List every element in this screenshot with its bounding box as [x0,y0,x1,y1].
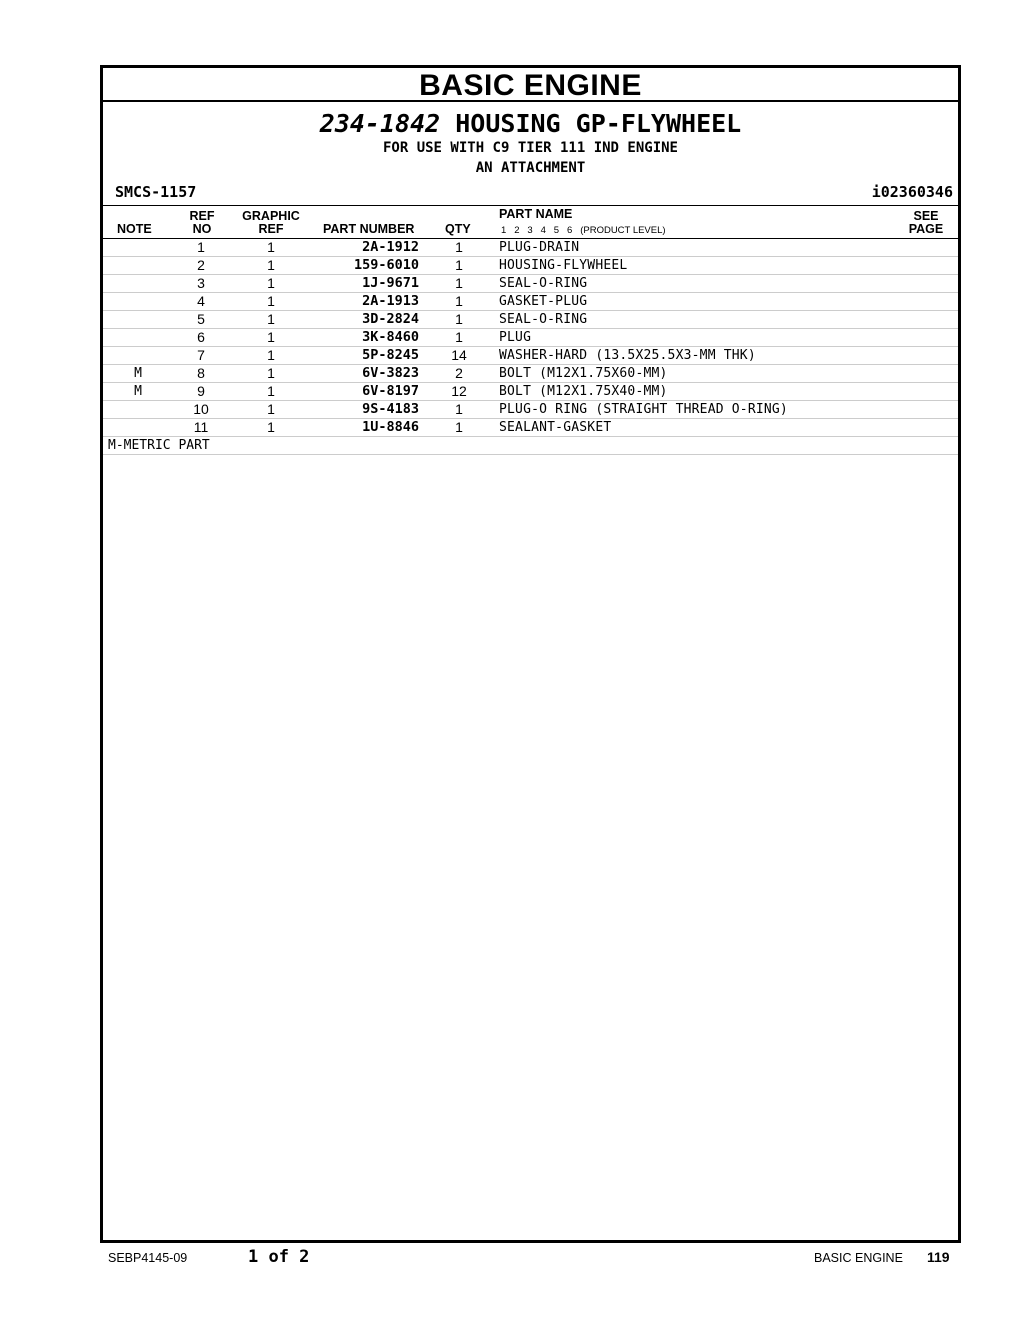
col-ref-no-bottom: NO [192,222,212,236]
note-cell: M [134,366,142,381]
table-row [103,257,958,275]
graphic-ref-cell: 1 [267,257,275,273]
group-header [103,110,958,178]
part-number-cell: 1U-8846 [362,419,419,435]
table-row [103,365,958,383]
table-row [103,383,958,401]
qty-cell: 1 [455,257,463,273]
footer-page-number: 119 [927,1249,950,1265]
table-row [103,401,958,419]
section-title: BASIC ENGINE [103,68,958,102]
qty-cell: 1 [455,293,463,309]
group-name: HOUSING GP-FLYWHEEL [455,109,742,138]
table-row [103,419,958,437]
part-number-cell: 3D-2824 [362,311,419,327]
ref-no-cell: 9 [197,383,205,399]
part-number-cell: 2A-1913 [362,293,419,309]
qty-cell: 1 [455,275,463,291]
ref-no-cell: 4 [197,293,205,309]
part-number-cell: 9S-4183 [362,401,419,417]
part-name-cell: PLUG-DRAIN [499,240,580,255]
group-subtitle-2: AN ATTACHMENT [475,160,586,176]
table-row [103,347,958,365]
part-number-cell: 6V-3823 [362,365,419,381]
col-see-page-top: SEE [913,209,939,223]
part-name-cell: SEALANT-GASKET [499,420,612,435]
col-part-number: PART NUMBER [323,222,415,236]
graphic-ref-cell: 1 [267,275,275,291]
footnote: M-METRIC PART [103,437,958,455]
part-name-cell: GASKET-PLUG [499,294,588,309]
part-name-cell: PLUG [499,330,532,345]
ref-no-cell: 6 [197,329,205,345]
part-name-cell: SEAL-O-RING [499,276,588,291]
ref-no-cell: 3 [197,275,205,291]
graphic-ref-cell: 1 [267,347,275,363]
graphic-ref-cell: 1 [267,311,275,327]
graphic-ref-cell: 1 [267,401,275,417]
part-number-cell: 6V-8197 [362,383,419,399]
col-part-name: PART NAME [499,207,573,221]
qty-cell: 1 [455,401,463,417]
ref-no-cell: 7 [197,347,205,363]
part-number-cell: 2A-1912 [362,239,419,255]
page-footer [0,1247,1020,1271]
qty-cell: 12 [451,383,467,399]
footer-doc-id: SEBP4145-09 [108,1251,188,1265]
illustration-id: i02360346 [871,183,953,201]
footer-page-of: 1 of 2 [248,1247,310,1267]
col-graphic-ref-top: GRAPHIC [242,209,300,223]
col-graphic-ref-bottom: REF [258,222,284,236]
graphic-ref-cell: 1 [267,239,275,255]
qty-cell: 1 [455,419,463,435]
part-number-cell: 1J-9671 [362,275,419,291]
graphic-ref-cell: 1 [267,329,275,345]
part-name-cell: BOLT (M12X1.75X40-MM) [499,384,668,399]
part-number-cell: 159-6010 [353,257,419,273]
group-subtitle-1: FOR USE WITH C9 TIER 111 IND ENGINE [382,140,678,156]
ref-no-cell: 8 [197,365,205,381]
table-row [103,239,958,257]
smcs-row [103,181,958,206]
graphic-ref-cell: 1 [267,365,275,381]
table-row [103,311,958,329]
column-headers [103,206,958,239]
col-ref-no-top: REF [189,209,215,223]
part-number-cell: 3K-8460 [362,329,419,345]
qty-cell: 1 [455,329,463,345]
qty-cell: 1 [455,311,463,327]
graphic-ref-cell: 1 [267,383,275,399]
col-product-levels: 1 2 3 4 5 6 (PRODUCT LEVEL) [501,225,666,236]
col-note: NOTE [117,222,152,236]
graphic-ref-cell: 1 [267,293,275,309]
col-see-page-bottom: PAGE [908,222,944,236]
ref-no-cell: 5 [197,311,205,327]
group-title [103,110,958,138]
table-row [103,329,958,347]
ref-no-cell: 1 [197,239,205,255]
col-qty: QTY [445,222,471,236]
part-number-cell: 5P-8245 [362,347,419,363]
footer-section: BASIC ENGINE [814,1251,903,1265]
parts-list [103,239,958,437]
parts-page-frame [100,65,961,1243]
ref-no-cell: 2 [197,257,205,273]
smcs-code: SMCS-1157 [115,183,197,201]
part-name-cell: SEAL-O-RING [499,312,588,327]
ref-no-cell: 11 [193,419,209,435]
note-cell: M [134,384,142,399]
ref-no-cell: 10 [193,401,209,417]
table-row [103,293,958,311]
qty-cell: 14 [451,347,467,363]
group-part-number: 234-1842 [319,109,441,138]
part-name-cell: WASHER-HARD (13.5X25.5X3-MM THK) [499,348,756,363]
part-name-cell: HOUSING-FLYWHEEL [499,258,628,273]
qty-cell: 2 [455,365,463,381]
graphic-ref-cell: 1 [267,419,275,435]
qty-cell: 1 [455,239,463,255]
part-name-cell: BOLT (M12X1.75X60-MM) [499,366,668,381]
part-name-cell: PLUG-O RING (STRAIGHT THREAD O-RING) [499,402,788,417]
table-row [103,275,958,293]
